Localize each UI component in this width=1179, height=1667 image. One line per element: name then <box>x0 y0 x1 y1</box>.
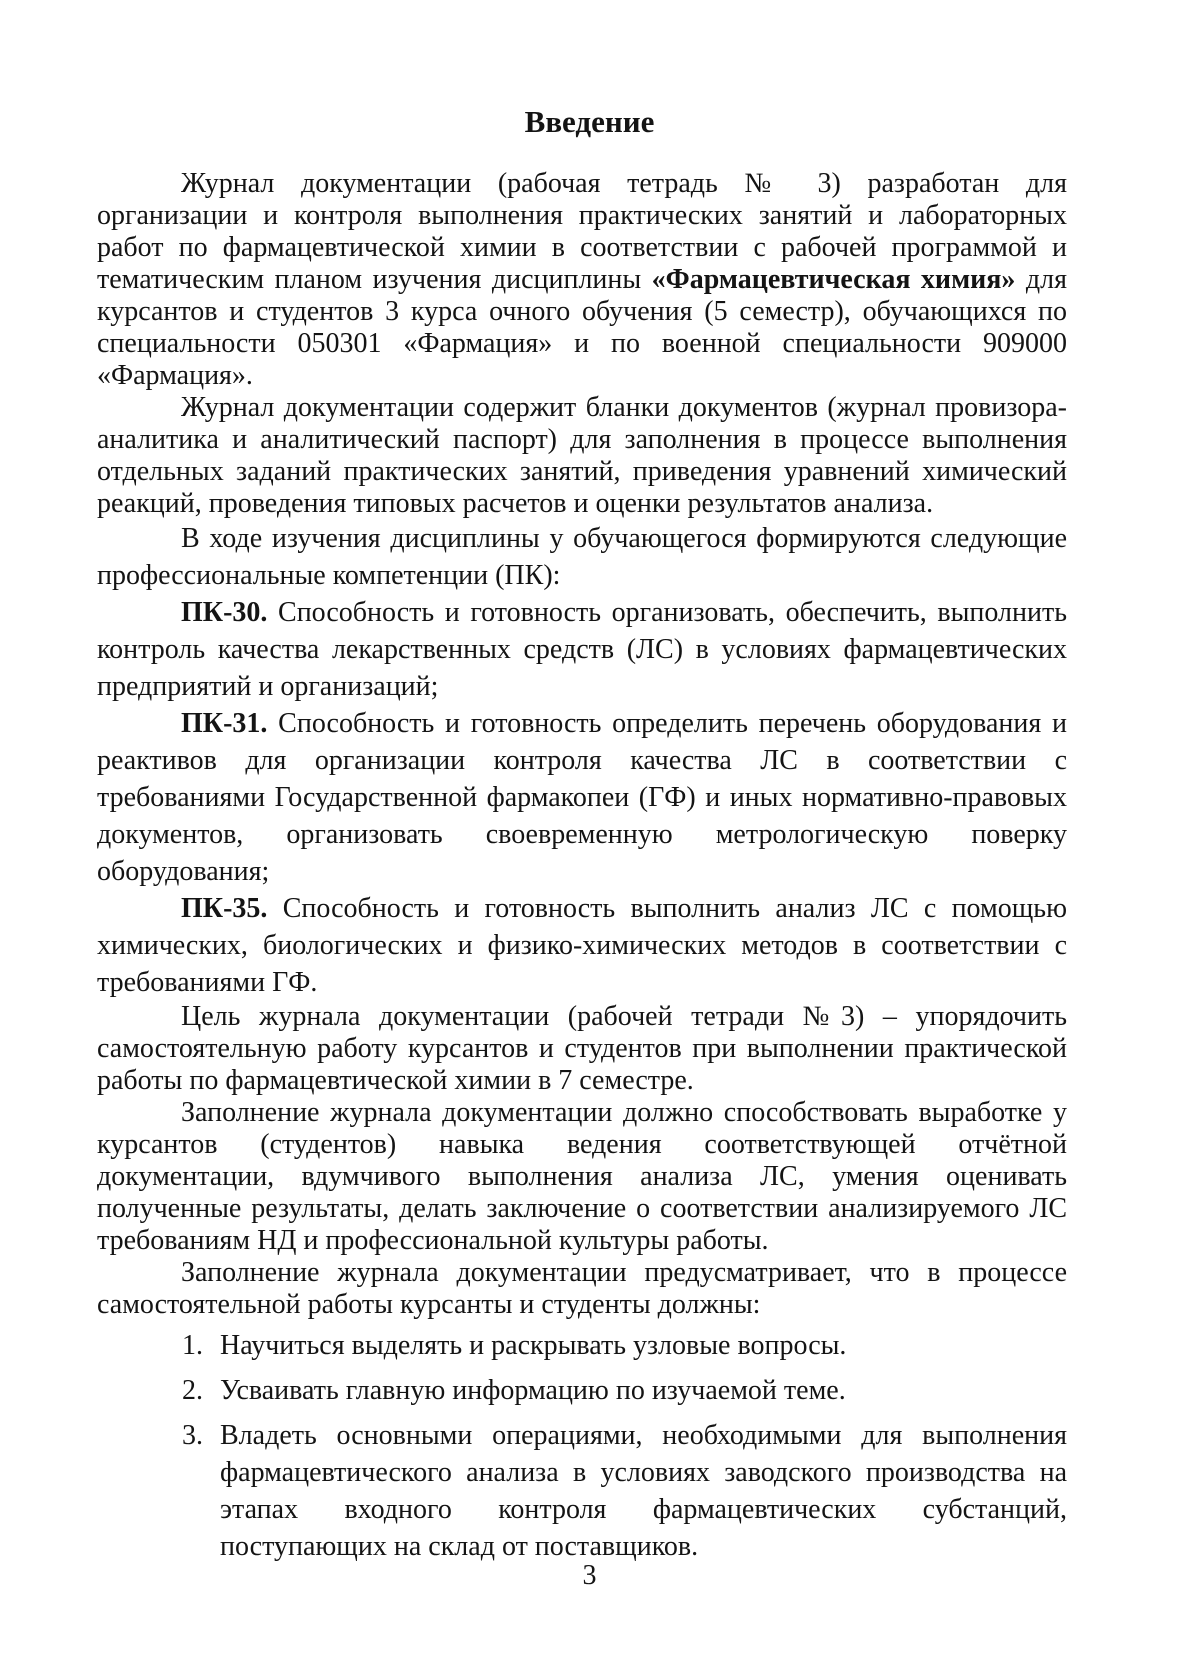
list-item <box>182 1327 1067 1364</box>
pk30-label: ПК-30. <box>181 597 268 628</box>
paragraph-intro-bold-discipline: «Фармацевтическая химия» <box>651 264 1016 295</box>
list-item-number: 2. <box>182 1375 203 1406</box>
list-item <box>182 1372 1067 1409</box>
paragraph-pk30 <box>97 594 1067 705</box>
paragraph-intro <box>97 168 1067 392</box>
pk35-text: Способность и готовность выполнить анализ ЛС с помощью химических, биологических и физико-химических методов в соответствии с требованиями ГФ. <box>97 893 1067 998</box>
paragraph-pk31 <box>97 705 1067 890</box>
pk31-label: ПК-31. <box>181 708 268 739</box>
numbered-list <box>97 1327 1067 1565</box>
list-item-number: 3. <box>182 1420 203 1451</box>
list-item <box>182 1417 1067 1565</box>
document-body <box>97 168 1067 1565</box>
paragraph-filling-implies: Заполнение журнала документации предусматривает, что в процессе самостоятельной работы курсанты и студенты должны: <box>97 1257 1067 1320</box>
pk35-label: ПК-35. <box>181 893 268 924</box>
pk30-text: Способность и готовность организовать, обеспечить, выполнить контроль качества лекарственных средств (ЛС) в условиях фармацевтических предприятий и организаций; <box>97 597 1067 702</box>
list-item-text: Владеть основными операциями, необходимыми для выполнения фармацевтического анализа в условиях заводского производства на этапах входного контроля фармацевтических субстанций, поступающих на склад от поставщиков. <box>220 1420 1067 1562</box>
paragraph-intro-text-cont: для курсантов и студентов 3 курса очного обучения (5 семестр), обучающихся по специальности 050301 «Фармация» и по военной специальности 909000 «Фармация». <box>97 264 1067 391</box>
paragraph-contents: Журнал документации содержит бланки документов (журнал провизора-аналитика и аналитический паспорт) для заполнения в процессе выполнения отдельных заданий практических занятий, приведения уравнений химический реакций, проведения типовых расчетов и оценки результатов анализа. <box>97 392 1067 519</box>
list-item-number: 1. <box>182 1330 203 1361</box>
paragraph-intro-text: Журнал документации (рабочая тетрадь № 3) разработан для организации и контроля выполнения практических занятий и лабораторных работ по фармацевтической химии в соответствии с рабочей программой и тематическим планом изучения дисциплины <box>97 168 1067 295</box>
paragraph-competencies-lead: В ходе изучения дисциплины у обучающегося формируются следующие профессиональные компетенции (ПК): <box>97 523 1067 591</box>
pk31-text: Способность и готовность определить перечень оборудования и реактивов для организации контроля качества ЛС в соответствии с требованиями Государственной фармакопеи (ГФ) и иных нормативно-правовых документов, организовать своевременную метрологическую поверку оборудования; <box>97 708 1067 887</box>
page-title: Введение <box>524 104 655 139</box>
list-item-text: Научиться выделять и раскрывать узловые вопросы. <box>220 1330 847 1361</box>
page-number: 3 <box>582 1560 597 1591</box>
paragraph-filling-purpose: Заполнение журнала документации должно способствовать выработке у курсантов (студентов) навыка ведения соответствующей отчётной документации, вдумчивого выполнения анализа ЛС, умения оценивать полученные результаты, делать заключение о соответствии анализируемого ЛС требованиям НД и профессиональной культуры работы. <box>97 1097 1067 1256</box>
list-item-text: Усваивать главную информацию по изучаемой теме. <box>220 1375 846 1406</box>
paragraph-goal: Цель журнала документации (рабочей тетради №3) – упорядочить самостоятельную работу курсантов и студентов при выполнении практической работы по фармацевтической химии в 7 семестре. <box>97 1001 1067 1096</box>
paragraph-pk35 <box>97 890 1067 1001</box>
